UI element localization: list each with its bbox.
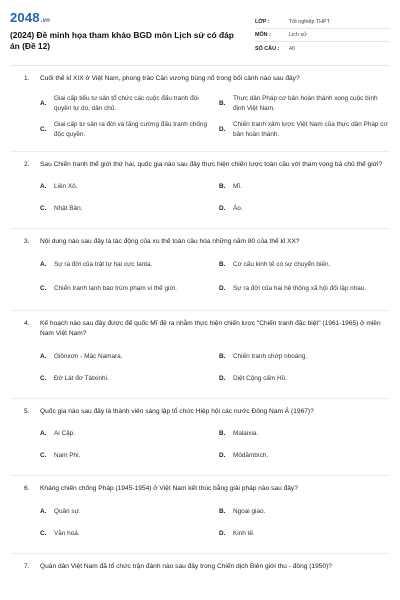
option-key: D. — [219, 452, 226, 459]
option-key: A. — [40, 99, 47, 107]
question-number: 7. — [24, 562, 30, 570]
meta-key: MÔN : — [255, 32, 271, 38]
option-text: Ai Cập. — [54, 430, 75, 437]
option-text: Chiến tranh lạnh bao trùm phạm vi thế giới. — [54, 284, 177, 292]
question-text — [24, 160, 388, 171]
question-body: Kháng chiến chống Pháp (1945-1954) ở Việt Nam kết thúc bằng giải pháp nào sau đây? — [40, 485, 298, 492]
option-a[interactable] — [40, 254, 209, 276]
option-key: C. — [40, 374, 47, 382]
option-key: D. — [219, 374, 226, 382]
option-text: Diệt Cộng cấm Hồ. — [233, 374, 287, 382]
option-a[interactable] — [40, 176, 209, 198]
option-key: D. — [219, 284, 226, 292]
question-text — [24, 319, 388, 340]
meta-key: SỐ CÂU : — [255, 45, 280, 52]
option-text: Giai cấp tư sản ra đời và tăng cường đấu tranh chống độc quyền. — [54, 120, 208, 138]
question-text — [24, 237, 388, 248]
option-d[interactable] — [219, 276, 388, 302]
option-c[interactable] — [40, 445, 209, 467]
option-key: A. — [40, 183, 47, 190]
option-b[interactable] — [219, 91, 388, 117]
option-a[interactable] — [40, 423, 209, 445]
option-text: Chiến tranh chớp nhoáng. — [233, 352, 308, 360]
option-key: B. — [219, 430, 226, 437]
option-text: Áo. — [233, 205, 243, 212]
answer-options — [24, 346, 388, 390]
logo-suffix: .vn — [40, 18, 51, 24]
question-body: Kế hoạch nào sau đây được đế quốc Mĩ đề ra nhằm thực hiện chiến lược "Chiến tranh đặc biệt" (1961-1965) ở miền Nam Việt Nam? — [40, 319, 381, 337]
option-text: Nam Phi. — [54, 452, 81, 459]
question-body: Quốc gia nào sau đây là thành viên sáng lập tổ chức Hiệp hội các nước Đông Nam Á (1967)? — [40, 407, 314, 415]
option-key: B. — [219, 352, 226, 360]
header-left — [10, 10, 242, 52]
option-key: C. — [40, 529, 47, 537]
answer-options — [24, 91, 388, 143]
exam-header — [10, 10, 390, 66]
question-body: Quân dân Việt Nam đã tổ chức trận đánh nào sau đây trong Chiến dịch Biên giới thu - đông (1950)? — [40, 562, 332, 570]
option-d[interactable] — [219, 523, 388, 545]
question-body: Nội dung nào sau đây là tác động của xu thế toàn cầu hóa những năm 80 của thế kỉ XX? — [40, 238, 300, 245]
option-text: Ngoại giao. — [233, 507, 266, 515]
answer-options — [24, 176, 388, 220]
option-b[interactable] — [219, 346, 388, 368]
option-d[interactable] — [219, 198, 388, 220]
option-c[interactable] — [40, 198, 209, 220]
answer-options — [24, 254, 388, 302]
question-2 — [10, 152, 390, 230]
option-c[interactable] — [40, 368, 209, 390]
question-5 — [10, 399, 390, 477]
option-c[interactable] — [40, 276, 209, 302]
option-a[interactable] — [40, 91, 209, 117]
question-text — [24, 407, 388, 418]
answer-options — [24, 501, 388, 545]
option-key: B. — [219, 507, 226, 515]
question-number: 6. — [24, 485, 30, 492]
option-key: C. — [40, 125, 47, 133]
option-key: B. — [219, 183, 226, 190]
question-4 — [10, 311, 390, 399]
meta-row-class — [255, 16, 390, 29]
question-3 — [10, 229, 390, 311]
meta-key: LỚP : — [255, 19, 270, 25]
question-body: Sau Chiến tranh thế giới thứ hai, quốc gia nào sau đây thực hiện chiến lược toàn cầu với tham vọng bá chủ thế giới? — [40, 160, 383, 168]
logo-text: 2048 — [10, 10, 40, 25]
meta-row-question-count — [255, 42, 390, 55]
question-7 — [10, 554, 390, 581]
option-key: D. — [219, 125, 226, 133]
option-d[interactable] — [219, 368, 388, 390]
option-b[interactable] — [219, 254, 388, 276]
question-number: 1. — [24, 75, 30, 82]
question-text — [24, 484, 388, 495]
option-text: Giônxơn - Mác Namara. — [54, 352, 123, 360]
exam-meta-table — [255, 16, 390, 55]
option-key: D. — [219, 529, 226, 537]
option-key: A. — [40, 507, 47, 515]
option-key: C. — [40, 205, 47, 212]
option-key: C. — [40, 284, 47, 292]
answer-options — [24, 423, 388, 467]
meta-row-subject — [255, 29, 390, 42]
option-key: C. — [40, 452, 47, 459]
option-text: Quân sự. — [54, 507, 81, 515]
option-text: Văn hoá. — [54, 529, 80, 537]
option-text: Liên Xô. — [54, 183, 78, 190]
option-key: A. — [40, 352, 47, 360]
site-logo[interactable] — [10, 10, 242, 25]
option-d[interactable] — [219, 445, 388, 467]
option-c[interactable] — [40, 117, 209, 143]
question-6 — [10, 476, 390, 554]
question-1 — [10, 66, 390, 152]
question-text — [24, 562, 388, 573]
option-d[interactable] — [219, 117, 388, 143]
option-text: Giai cấp tiểu tư sản tổ chức các cuộc đấu tranh đòi quyền tự do, dân chủ. — [54, 94, 199, 112]
option-text: Đờ Lát đơ Tátxinhi. — [54, 374, 109, 382]
option-key: A. — [40, 260, 47, 268]
question-body: Cuối thế kỉ XIX ở Việt Nam, phong trào Cần vương bùng nổ trong bối cảnh nào sau đây? — [40, 75, 300, 82]
document-title: (2024) Đề minh họa tham khảo BGD môn Lịch sử có đáp án (Đề 12) — [10, 30, 234, 51]
meta-value: Tốt nghiệp THPT — [289, 19, 330, 25]
meta-value: 40 — [289, 45, 295, 52]
option-text: Chiến tranh xâm lược Việt Nam của thực dân Pháp cơ bản hoàn thành. — [233, 120, 388, 138]
option-text: Sự ra đời của trật tự hai cực Ianta. — [54, 260, 153, 268]
option-a[interactable] — [40, 346, 209, 368]
option-text: Kinh tế. — [233, 529, 255, 537]
question-text — [24, 74, 388, 85]
option-c[interactable] — [40, 523, 209, 545]
option-text: Sự ra đời của hai hệ thống xã hội đối lập nhau. — [233, 284, 367, 292]
option-text: Mĩ. — [233, 183, 242, 190]
option-b[interactable] — [219, 423, 388, 445]
option-b[interactable] — [219, 501, 388, 523]
option-text: Nhật Bản. — [54, 205, 83, 212]
option-b[interactable] — [219, 176, 388, 198]
question-number: 5. — [24, 407, 30, 415]
meta-value: Lịch sử — [289, 32, 307, 38]
option-a[interactable] — [40, 501, 209, 523]
option-key: B. — [219, 260, 226, 268]
option-key: A. — [40, 430, 47, 437]
option-text: Thực dân Pháp cơ bản hoàn thành xong cuộc bình định Việt Nam. — [233, 94, 378, 112]
question-number: 3. — [24, 238, 30, 245]
option-key: D. — [219, 205, 226, 212]
question-number: 4. — [24, 319, 30, 327]
option-text: Môdămbích. — [233, 452, 269, 459]
question-number: 2. — [24, 160, 30, 168]
option-key: B. — [219, 99, 226, 107]
option-text: Cơ cấu kinh tế có sự chuyển biến. — [233, 260, 331, 268]
option-text: Malaixia. — [233, 430, 259, 437]
